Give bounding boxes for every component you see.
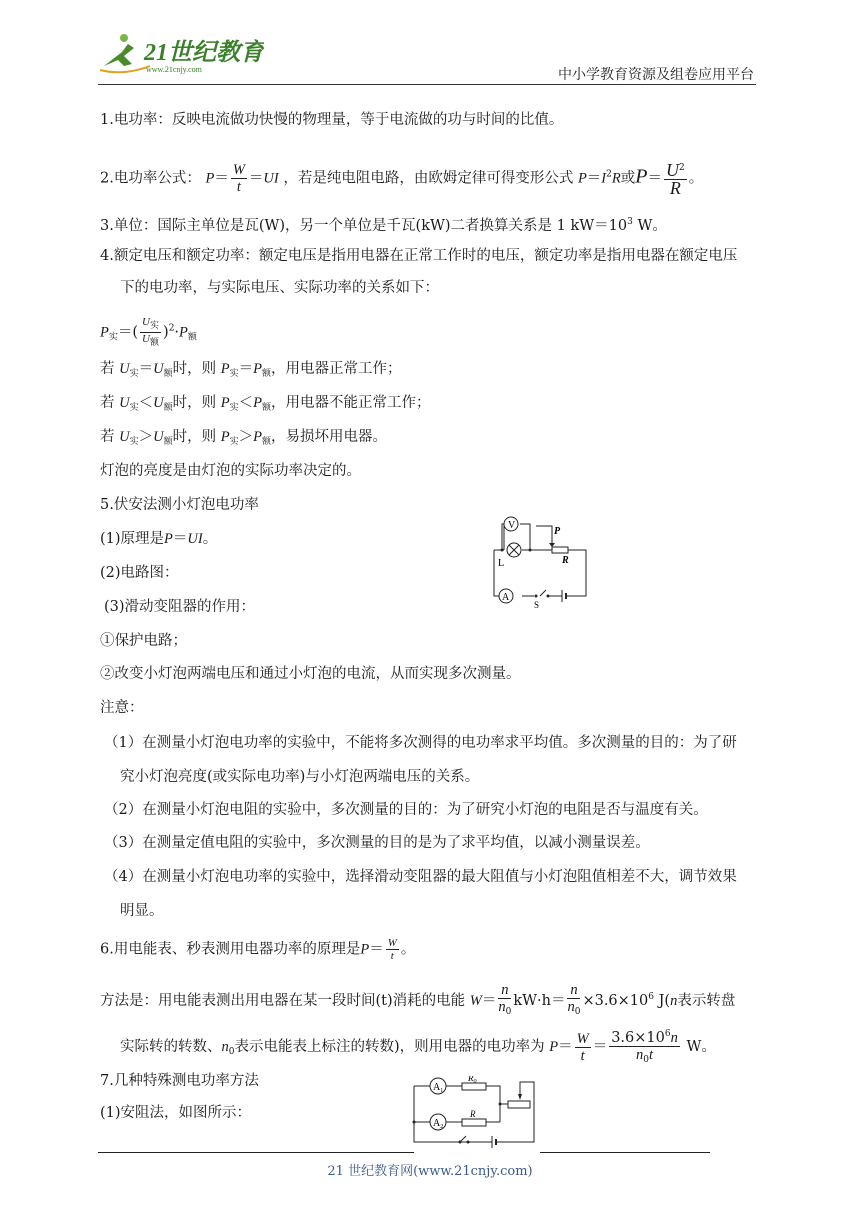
item-4b: 下的电功率，与实际电压、实际功率的关系如下： — [120, 280, 439, 296]
method-line-1: 方法是：用电能表测出用电器在某一段时间(t)消耗的电能 W＝ $\frac{n}{n_0}$ kW·h＝ $\frac{n}{n_0}$ $\times 3.6\times 10^6$ J(n表示转盘 — [100, 982, 736, 1017]
footer-link[interactable]: 21 世纪教育网(www.21cnjy.com) — [327, 1164, 533, 1179]
brightness-note: 灯泡的亮度是由灯泡的实际功率决定的。 — [100, 463, 361, 479]
power-ratio-formula: $P_实=$( $\frac{U_实}{U_额}$ )$^2\cdot P_额$ — [100, 316, 197, 348]
rheostat-symbol — [552, 547, 568, 553]
ammeter-a1-label: $A_1$ — [433, 1082, 444, 1094]
case-less: 若 $U_实<U_额$时，则 $P_实<P_额$，用电器不能正常工作； — [100, 395, 431, 413]
r0-label: $R_0$ — [468, 1076, 477, 1085]
s5-principle: (1)原理是P＝UI。 — [100, 531, 218, 547]
platform-name: 中小学教育资源及组卷应用平台 — [558, 67, 754, 83]
s5-point-2: ②改变小灯泡两端电压和通过小灯泡的电流，从而实现多次测量。 — [100, 666, 521, 682]
logo-title: 21世纪教育 — [144, 40, 264, 66]
method-line-2: 实际转的转数、$n_0$表示电能表上标注的转数)，则用电器的电功率为 P＝ $\frac{W}{t}$ ＝ $\frac{3.6\times 10^6n}{n_0t}$ W。 — [120, 1026, 716, 1068]
footer-divider-right — [540, 1152, 710, 1153]
slider-arrow-icon — [549, 543, 555, 547]
note-4a: （4）在测量小灯泡电功率的实验中，选择滑动变阻器的最大阻值与小灯泡阻值相差不大，调节效果 — [104, 869, 737, 885]
slider-label: P — [554, 526, 561, 537]
lamp-label: L — [498, 558, 505, 569]
note-4b: 明显。 — [120, 903, 164, 919]
item-1: 1.电功率：反映电流做功快慢的物理量，等于电流做的功与时间的比值。 — [100, 112, 564, 128]
footer-divider-left — [98, 1152, 414, 1153]
s5-circuit-label: (2)电路图： — [100, 565, 179, 581]
item-2: 2.电功率公式： P＝ $\frac{W}{t}$ ＝UI ，若是纯电阻电路，由欧姆定律可得变形公式 $P=I^2R$或P＝ $\frac{U^2}{R}$ 。 — [100, 160, 704, 198]
logo-url: www.21cnjy.com — [146, 65, 202, 74]
ammeter-a2-label: $A_2$ — [433, 1118, 444, 1130]
rheostat-symbol-2 — [508, 1101, 530, 1108]
case-equal: 若 $U_实=U_额$时，则 $P_实=P_额$，用电器正常工作； — [100, 361, 402, 379]
case-greater: 若 $U_实>U_额$时，则 $P_实>P_额$，易损坏用电器。 — [100, 429, 387, 447]
voltammeter-circuit-diagram — [486, 516, 592, 610]
section-6-title: 6.用电能表、秒表测用电器功率的原理是P＝ $\frac{W}{t}$ 。 — [100, 937, 416, 962]
resistor-r-symbol — [462, 1119, 486, 1126]
ammeter-resistor-circuit-diagram — [408, 1076, 540, 1148]
runner-icon — [100, 34, 150, 72]
item-4a: 4.额定电压和额定功率：额定电压是指用电器在正常工作时的电压，额定功率是指用电器在额定电压 — [100, 248, 738, 264]
item-3: 3.单位：国际主单位是瓦(W)，另一个单位是千瓦(kW)二者换算关系是 1 $kW=10^3$ W。 — [100, 217, 667, 234]
slider-arrow-icon-2 — [518, 1094, 522, 1100]
note-2: （2）在测量小灯泡电阻的实验中，多次测量的目的：为了研究小灯泡的电阻是否与温度有关。 — [104, 802, 708, 818]
s5-point-1: ①保护电路； — [100, 633, 187, 649]
header-divider — [98, 84, 756, 85]
note-3: （3）在测量定值电阻的实验中，多次测量的目的是为了求平均值，以减小测量误差。 — [104, 835, 650, 851]
switch-label: S — [534, 600, 540, 610]
section-5-title: 5.伏安法测小灯泡电功率 — [100, 497, 259, 513]
s7-ammeter-method: (1)安阻法，如图所示： — [100, 1105, 252, 1121]
note-1b: 究小灯泡亮度(或实际电功率)与小灯泡两端电压的关系。 — [120, 769, 480, 785]
section-7-title: 7.几种特殊测电功率方法 — [100, 1073, 259, 1089]
voltmeter-label: V — [508, 520, 516, 531]
note-1a: （1）在测量小灯泡电功率的实验中，不能将多次测得的电功率求平均值。多次测量的目的：为了研 — [104, 735, 737, 751]
ammeter-label: A — [502, 592, 510, 603]
s5-rheostat-role: (3)滑动变阻器的作用： — [104, 599, 256, 615]
site-logo — [94, 30, 264, 78]
r-label: R — [470, 1109, 476, 1119]
note-title: 注意： — [100, 700, 144, 716]
rheostat-label: R — [562, 555, 569, 566]
